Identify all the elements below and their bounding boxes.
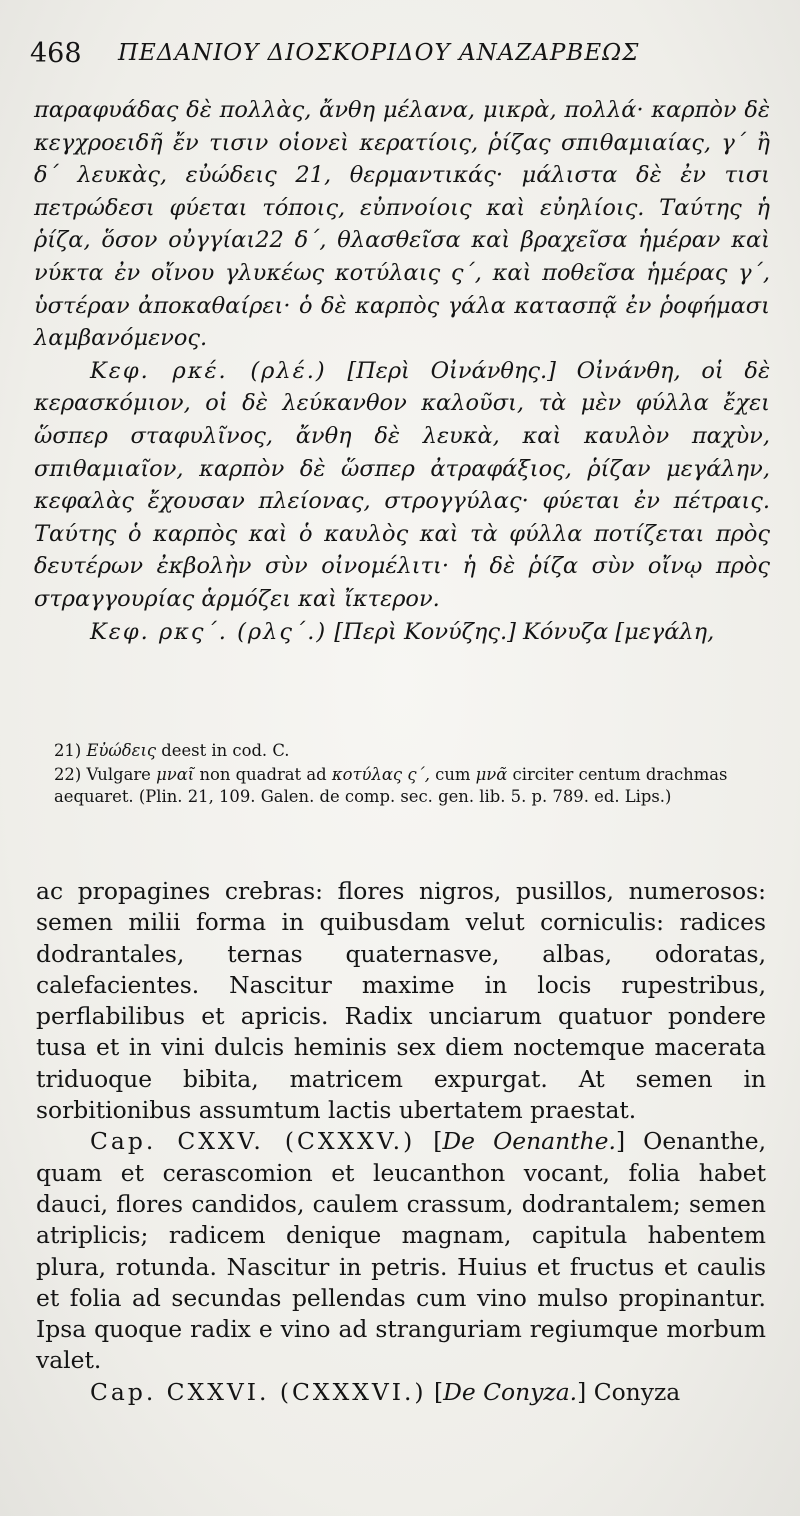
footnote-text: deest in cod. C. <box>161 741 290 760</box>
page-number: 468 <box>30 38 82 69</box>
footnote-number: 21) <box>54 741 82 760</box>
chapter-title: De Conyza. <box>443 1377 578 1406</box>
latin-paragraph: ac propagines crebras: flores nigros, pusillos, numerosos: semen milii forma in quibusdam velut corniculis: radices dodrantales, ternas quaternasve, albas, odoratas, calefacientes. Nascitur maxime in locis rupestribus, perflabilibus et apricis. Radix unciarum quatuor pondere tusa et in vini dulcis heminis sex diem noctemque macerata triduoque bibita, matricem expurgat. At semen in sorbitionibus assumtum lactis ubertatem praestat. <box>36 877 766 1125</box>
footnote-greek-term: κοτύλας ς΄, <box>331 764 430 784</box>
chapter-text: Κόνυζα [μεγάλη, <box>523 618 715 645</box>
latin-chapter-126: Cap. CXXVI. (CXXXVI.) [De Conyza.] Conyza <box>90 1377 681 1406</box>
chapter-number: Cap. CXXVI. (CXXXVI.) <box>90 1377 427 1406</box>
chapter-number: Cap. CXXV. (CXXXV.) <box>90 1127 416 1156</box>
chapter-text: Oenanthe, quam et cerascomion et leucanthon vocant, folia habet dauci, flores candidos, caulem crassum, dodrantalem; semen atriplicis; radicem denique magnam, capitula habentem plura, rotunda. Nascitur in petris. Huius et fructus et caulis et folia ad secundas pellendas cum vino mulso propinantur. Ipsa quoque radix e vino ad stranguriam regiumque morbum valet. <box>36 1127 767 1375</box>
footnote-greek-term: μναῖ <box>156 764 195 784</box>
footnote-21 <box>54 740 764 763</box>
footnote-greek-term: μνᾶ <box>475 764 508 784</box>
greek-chapter-125 <box>34 355 770 616</box>
footnote-number: 22) <box>54 764 82 784</box>
footnote-text: Vulgare <box>86 764 151 784</box>
footnotes <box>54 740 764 810</box>
chapter-number: Κεφ. ρκέ. (ρλέ.) <box>90 357 327 384</box>
footnote-22 <box>54 764 764 809</box>
greek-text-block <box>34 94 770 648</box>
chapter-title: [Περὶ Κονύζης.] <box>334 618 516 645</box>
footnote-greek-term: Εὐώδεις <box>86 741 157 760</box>
footnote-text: circiter centum drachmas aequaret. (Plin. 21, 109. Galen. de comp. sec. gen. lib. 5. p. 789. ed. Lips.) <box>54 764 728 806</box>
chapter-title: [Περὶ Οἰνάνθης.] <box>347 357 556 384</box>
chapter-text: Οἰνάνθη, οἱ δὲ κερασκόμιον, οἱ δὲ λεύκανθον καλοῦσι, τὰ μὲν φύλλα ἔχει ὥσπερ σταφυλῖνος, ἄνθη δὲ λευκὰ, καὶ καυλὸν παχὺν, σπιθαμιαῖον, καρπὸν δὲ ὥσπερ ἀτραφάξιος, ῥίζαν μεγάλην, κεφαλὰς ἔχουσαν πλείονας, στρογγύλας· φύεται ἐν πέτραις. Ταύτης ὁ καρπὸς καὶ ὁ καυλὸς καὶ τὰ φύλλα ποτίζεται πρὸς δευτέρων ἐκβολὴν σὺν οἰνομέλιτι· ἡ δὲ ῥίζα σὺν οἴνῳ πρὸς στραγγουρίας ἁρμόζει καὶ ἴκτερον. <box>34 357 771 612</box>
chapter-number: Κεφ. ρκς΄. (ρλς΄.) <box>90 618 328 645</box>
latin-text-block <box>36 876 766 1408</box>
latin-chapter-125: Cap. CXXV. (CXXXV.) [De Oenanthe.] Oenanthe, quam et cerascomion et leucanthon vocant, folia habet dauci, flores candidos, caulem crassum, dodrantalem; semen atriplicis; radicem denique magnam, capitula habentem plura, rotunda. Nascitur in petris. Huius et fructus et caulis et folia ad secundas pellendas cum vino mulso propinantur. Ipsa quoque radix e vino ad stranguriam regiumque morbum valet. <box>36 1127 767 1375</box>
greek-chapter-126 <box>34 616 770 649</box>
running-head <box>30 38 770 78</box>
chapter-title: De Oenanthe. <box>442 1127 616 1156</box>
greek-paragraph: παραφυάδας δὲ πολλὰς, ἄνθη μέλανα, μικρὰ, πολλά· καρπὸν δὲ κεγχροειδῆ ἔν τισιν οἱονεὶ κερατίοις, ῥίζας σπιθαμιαίας, γ΄ ἢ δ΄ λευκὰς, εὐώδεις 21, θερμαντικάς· μάλιστα δὲ ἐν τισι πετρώδεσι φύεται τόποις, εὐπνοίοις καὶ εὐηλίοις. Ταύτης ἡ ῥίζα, ὅσον οὐγγίαι22 δ΄, θλασθεῖσα καὶ βραχεῖσα ἡμέραν καὶ νύκτα ἐν οἴνου γλυκέως κοτύλαις ς΄, καὶ ποθεῖσα ἡμέρας γ΄, ὑστέραν ἀποκαθαίρει· ὁ δὲ καρπὸς γάλα κατασπᾷ ἐν ῥοφήμασι λαμβανόμενος. <box>34 97 770 352</box>
footnote-text: non quadrat ad <box>199 764 327 784</box>
running-title: ΠΕΔΑΝΙΟΥ ΔΙΟΣΚΟΡΙΔΟΥ ΑΝΑΖΑΡΒΕΩΣ <box>118 40 640 66</box>
chapter-text: Conyza <box>593 1377 681 1406</box>
footnote-text: cum <box>435 764 471 784</box>
